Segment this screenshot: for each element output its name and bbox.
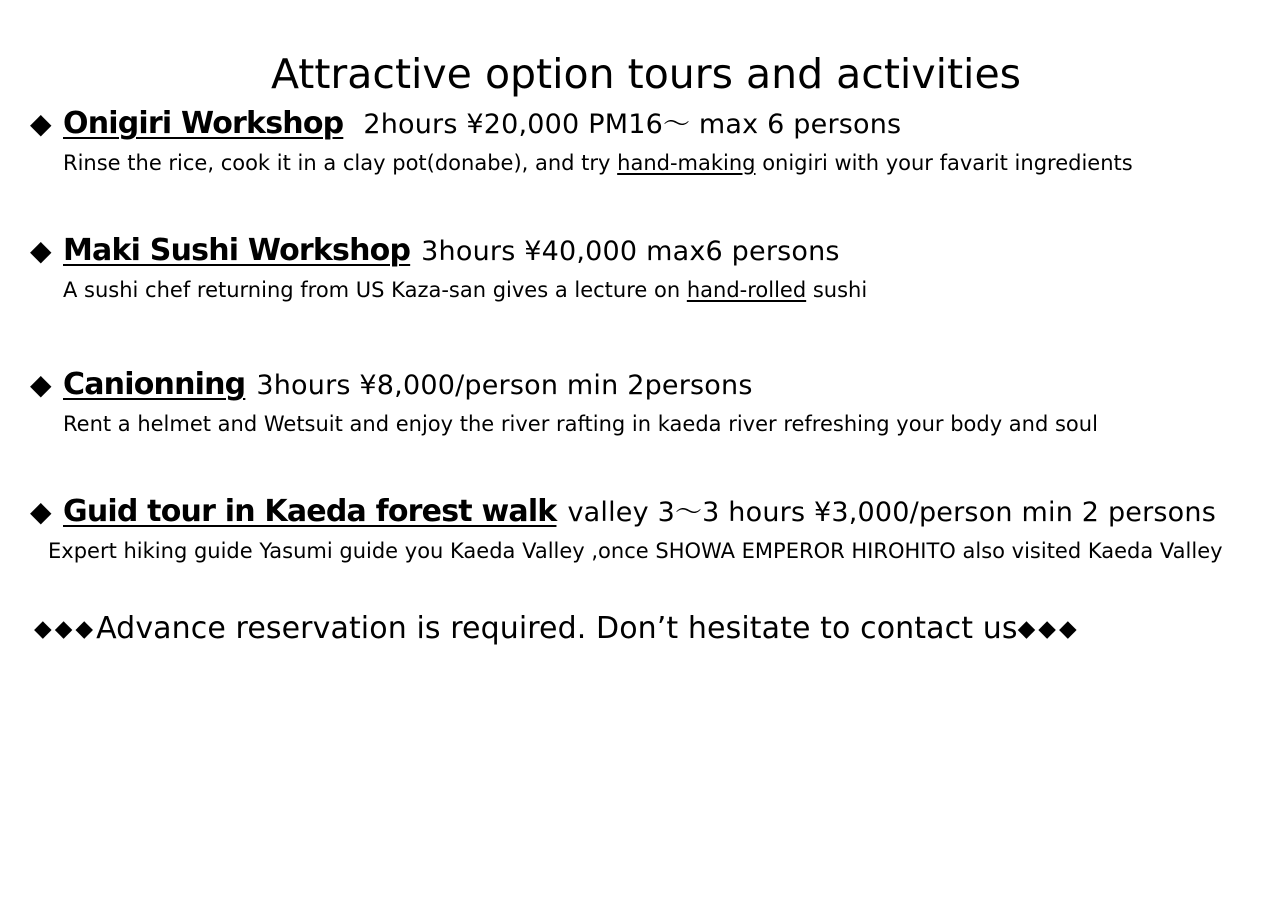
activity-heading [30, 104, 1133, 144]
activity-description [63, 150, 1133, 176]
activity-details: valley 3～3 hours ¥3,000/person min 2 persons [567, 497, 1216, 528]
description-underlined-text: hand-rolled [686, 278, 807, 302]
activity-canionning [30, 365, 1098, 437]
activity-description: Rent a helmet and Wetsuit and enjoy the river rafting in kaeda river refreshing your body and soul [63, 412, 1098, 436]
diamond-bullet-icon: ◆ [30, 495, 52, 528]
activity-details: 3hours ¥40,000 max6 persons [421, 236, 840, 267]
diamond-bullet-icon: ◆ [30, 368, 52, 401]
activity-description: Expert hiking guide Yasumi guide you Kaeda Valley ,once SHOWA EMPEROR HIROHITO also visited Kaeda Valley [48, 539, 1223, 563]
description-underlined-text: hand-making [617, 151, 756, 175]
page-title: Attractive option tours and activities [270, 50, 1022, 98]
activity-name: Maki Sushi Workshop [63, 233, 411, 268]
reservation-note-text: Advance reservation is required. Don’t hesitate to contact us [96, 611, 1018, 646]
activity-description [63, 277, 867, 303]
reservation-note [34, 611, 1080, 649]
diamond-bullet-icon: ◆ [30, 107, 52, 140]
diamond-decoration-icon: ◆◆◆ [34, 616, 97, 642]
activity-onigiri-workshop [30, 104, 1133, 176]
diamond-decoration-icon: ◆◆◆ [1017, 616, 1080, 642]
activity-name: Canionning [63, 367, 246, 402]
description-text: A sushi chef returning from US Kaza-san gives a lecture on [63, 278, 687, 302]
activity-maki-sushi-workshop [30, 231, 867, 303]
activity-heading [30, 365, 1098, 405]
activity-heading [30, 231, 867, 271]
activity-details: 3hours ¥8,000/person min 2persons [256, 370, 753, 401]
description-text: sushi [806, 278, 868, 302]
description-text: Rinse the rice, cook it in a clay pot(donabe), and try [63, 151, 618, 175]
diamond-bullet-icon: ◆ [30, 234, 52, 267]
description-text: onigiri with your favarit ingredients [755, 151, 1133, 175]
activity-guided-forest-walk [30, 492, 1252, 564]
activity-name: Guid tour in Kaeda forest walk [63, 494, 557, 529]
activity-name: Onigiri Workshop [63, 106, 344, 141]
activity-details: 2hours ¥20,000 PM16～ max 6 persons [363, 109, 902, 140]
activity-heading [30, 492, 1252, 532]
